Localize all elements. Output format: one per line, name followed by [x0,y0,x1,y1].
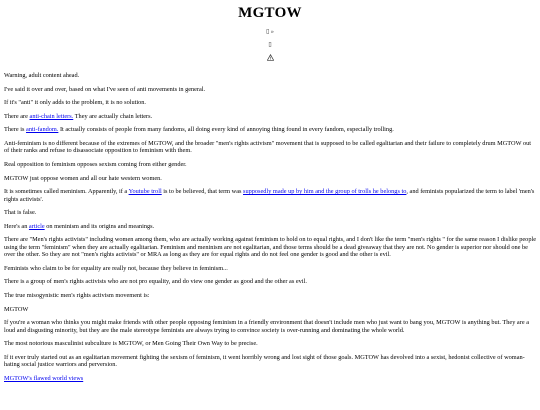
icon-row-1 [4,28,536,36]
paragraph-text: They are actually chain letters. [73,112,153,120]
warning-triangle-icon [267,55,274,61]
paragraph-text: is to be believed, that term was [161,188,244,196]
page [0,5,540,382]
paragraph-text: There is [4,126,27,134]
box-icon: ▯ [268,42,272,48]
article-link[interactable]: article [28,222,45,230]
anti-chain-letters-link[interactable]: anti-chain letters. [29,112,74,120]
paragraph-text: It actually consists of people from many fandoms, all doing every kind of annoying thing found in every fandom, especially trolling. [58,126,394,134]
paragraph [4,188,536,203]
paragraph: Anti-feminism is no different because of the extremes of MGTOW, and the broader "men's rights activism" movement that is supposed to be called egalitarian and their failure to completely drum MGTOW out of their ranks and refuse to disassociate opposition to feminism with them. [4,139,532,155]
paragraph-text: , and feminists popularized the term to label 'men's rights activists'. [4,188,535,203]
paragraph-text: on meninism and its origins and meanings. [44,222,155,230]
paragraph: I've said it over and over, based on what I've seen of anti movements in general. [4,85,206,93]
paragraph-text: There are [4,112,30,120]
warning-text: Warning, adult content ahead. [4,72,80,79]
paragraph [4,223,536,230]
paragraph: MGTOW [4,305,29,313]
flawed-world-views-link[interactable]: MGTOW's flawed world views [4,374,84,382]
made-up-by-him-link[interactable]: supposedly made up by him and the group of trolls he belongs to [243,188,407,196]
paragraph-text: Here's an [4,222,29,230]
paragraph: The true misogynistic men's rights activism movement is: [4,291,150,299]
icon-row-3 [4,54,536,62]
paragraph: Real opposition to feminism opposes sexism coming from either gender. [4,160,187,168]
icon-row-2 [4,41,536,49]
paragraph: The most notorious masculinist subculture is MGTOW, or Men Going Their Own Way to be precise. [4,340,258,348]
paragraph [4,375,536,382]
paragraph: That is false. [4,209,37,217]
box-icon: ▯ » [266,29,274,35]
paragraph: Feminists who claim to be for equality are really not, because they believe in feminism... [4,264,228,272]
paragraph: If it ever truly started out as an egalitarian movement fighting the sexism of feminism, it went horribly wrong and lost sight of those goals. MGTOW has devolved into a sexist, hedonist collective of woman-hating social justice warriors and perversion. [4,353,525,369]
paragraph: There are "Men's rights activists" including women among them, who are actually working against feminism to hold on to equal rights, and I don't like the term "men's rights " for the same reason I dislike people using the term "feminism" when they are actually egalitarian. Feminism and meninism are not egalitarian, and those terms should be a dead giveaway that they are not. No gender is superior nor should one be over the other. So they are not "men's rights activists" or MRA as long as they are for equal rights and do not feel one gender is good and the other is evil. [4,236,537,259]
paragraph: If you're a woman who thinks you might make friends with other people opposing feminism in a friendly environment that doesn't include men who just want to bang you, MGTOW is anything but. They are a loud and disgusting minority, but they are the male stereotype feminists are always trying to convince society is over-running and dominating the whole world. [4,319,529,334]
paragraph [4,126,536,133]
paragraph: MGTOW just oppose women and all our hate western women. [4,174,162,182]
paragraph: If it's "anti" it only adds to the problem, it is no solution. [4,99,146,107]
paragraph [4,113,536,120]
paragraph: There is a group of men's rights activists who are not pro equality, and do view one gender as good and the other as evil. [4,278,307,286]
youtube-troll-link[interactable]: Youtube troll [128,188,162,196]
anti-fandom-link[interactable]: anti-fandom. [26,126,59,134]
page-title: MGTOW [238,5,302,21]
paragraph-text: It is sometimes called meninism. Apparently, if a [4,188,129,196]
